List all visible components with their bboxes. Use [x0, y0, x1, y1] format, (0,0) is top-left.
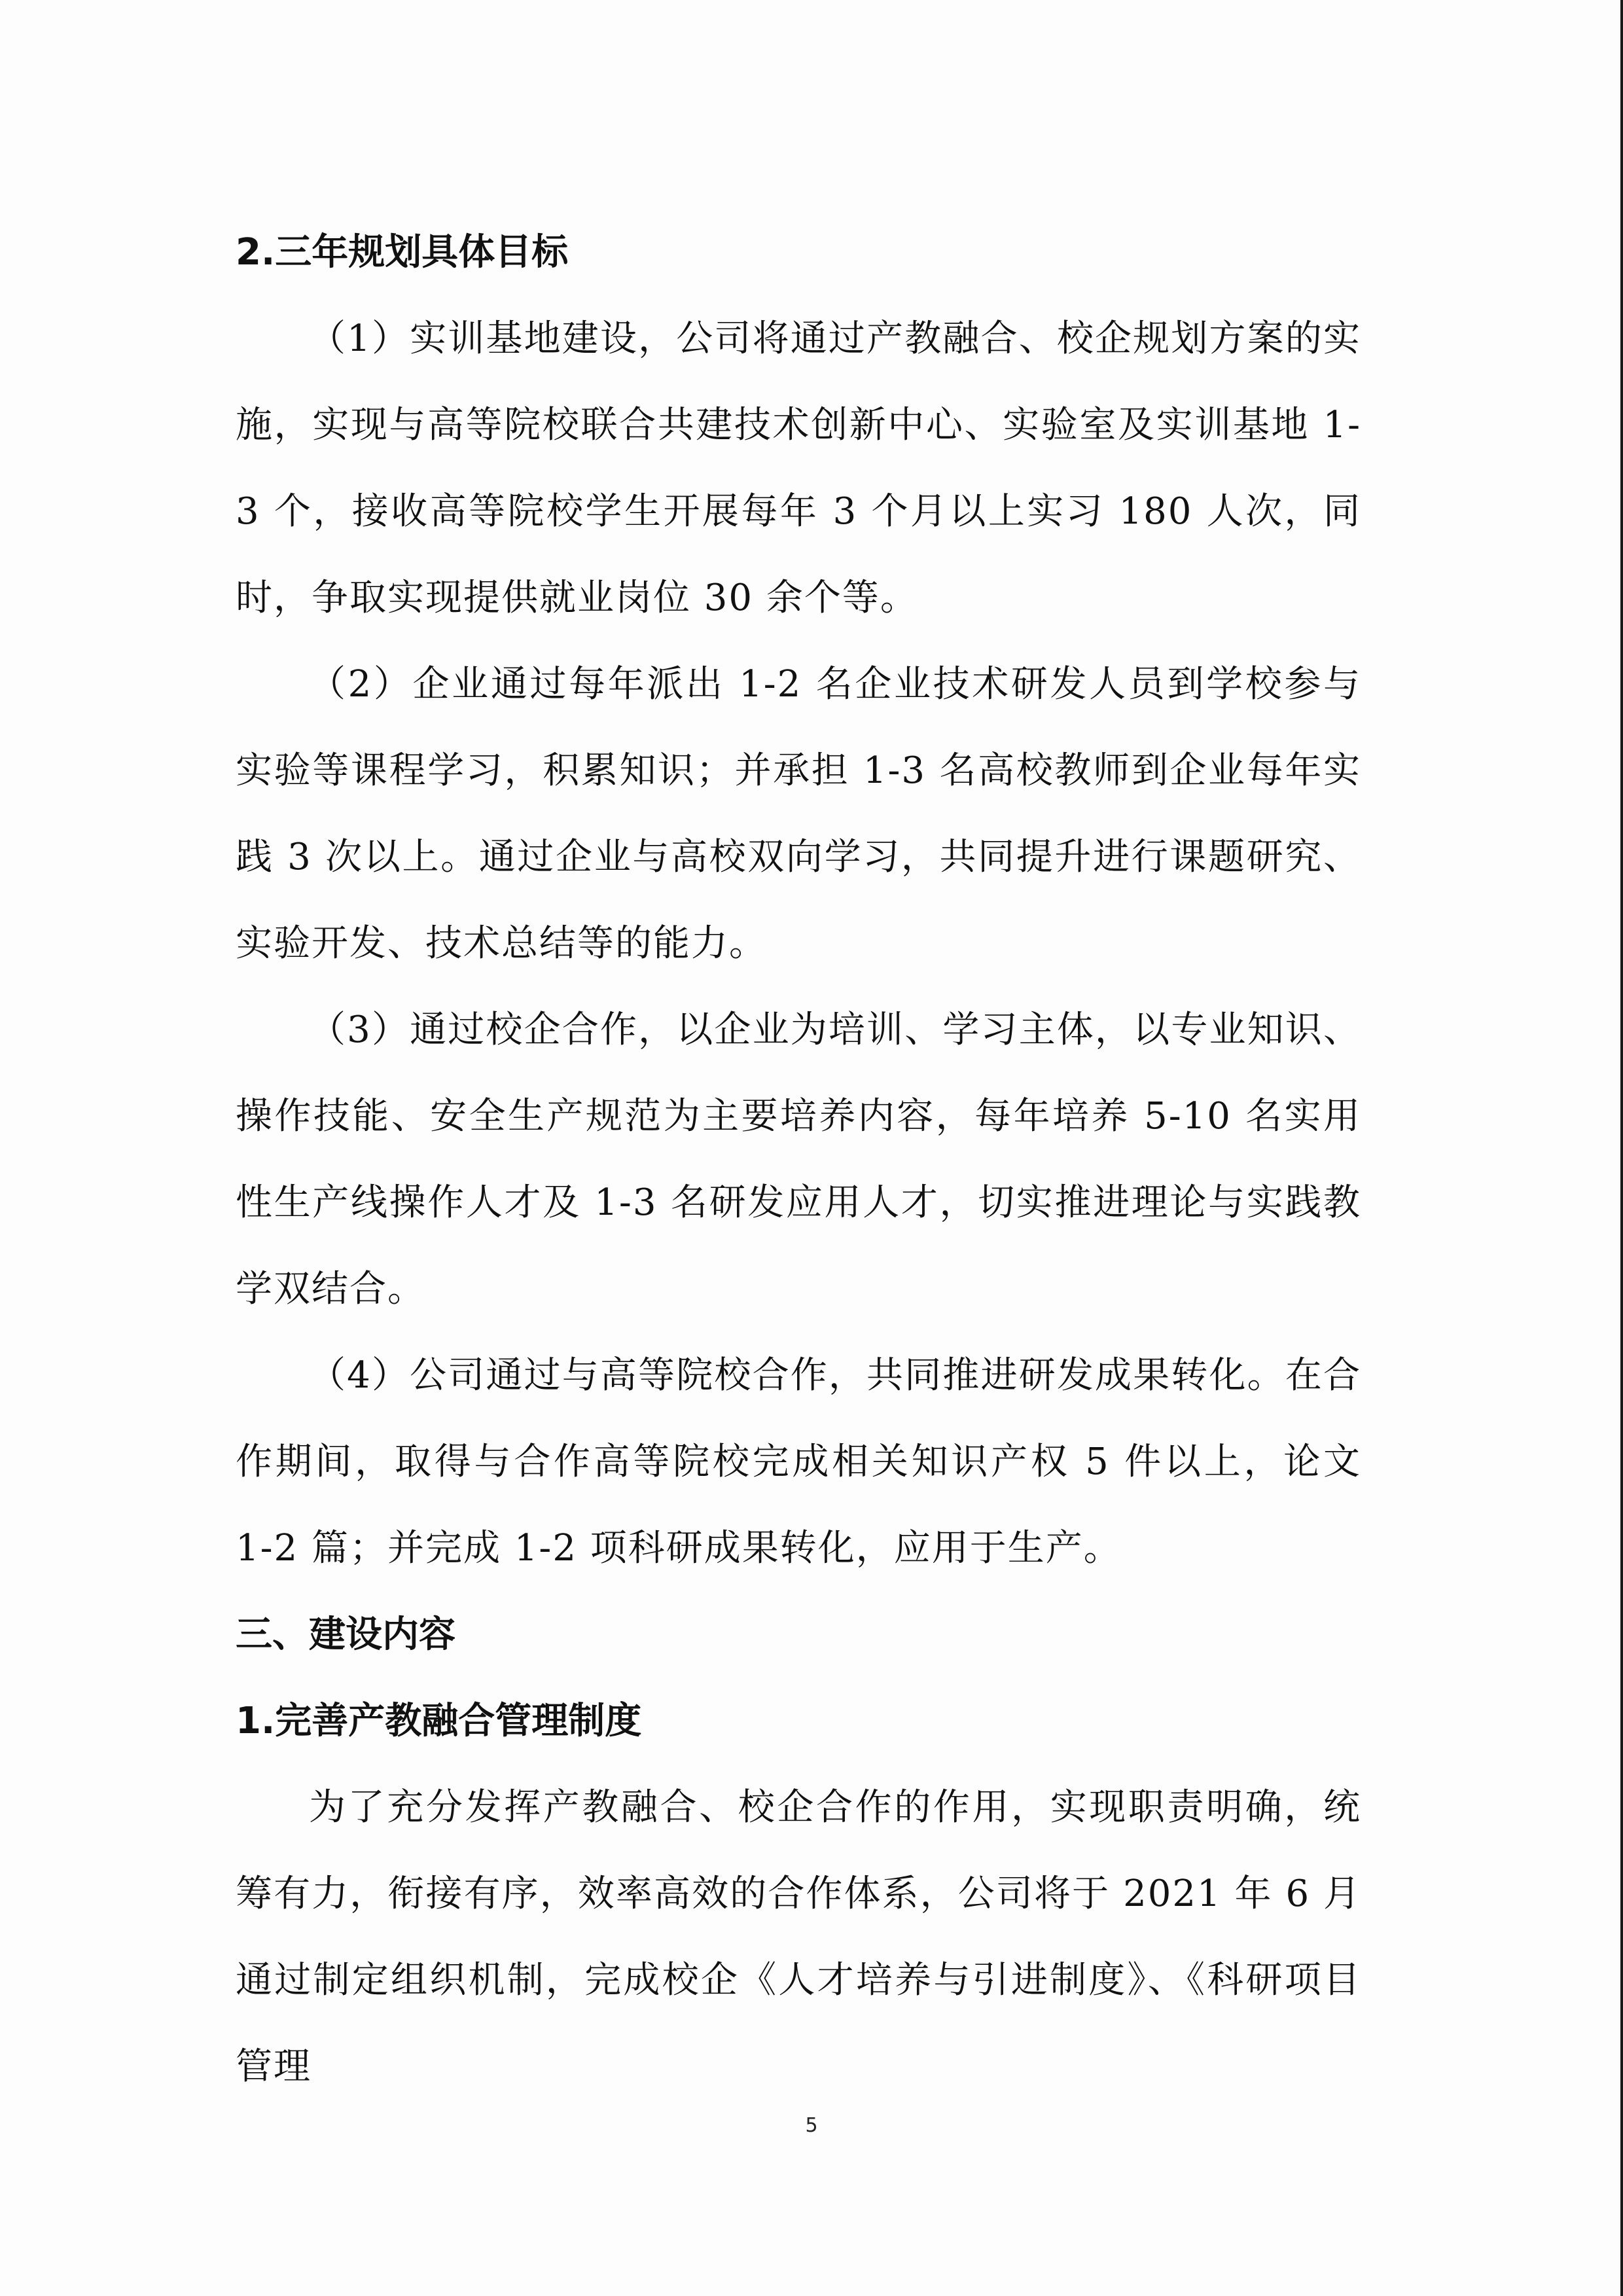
heading-section-construction: 三、建设内容: [236, 1613, 455, 1656]
goal-paragraph-4: （4）公司通过与高等院校合作，共同推进研发成果转化。在合作期间，取得与合作高等院校完成相关知识产权 5 件以上，论文 1-2 篇；并完成 1-2 项科研成果转化，应用于生产。: [236, 1354, 1361, 1570]
goal-paragraph-3: （3）通过校企合作，以企业为培训、学习主体，以专业知识、操作技能、安全生产规范为主要培养内容，每年培养 5-10 名实用性生产线操作人才及 1-3 名研发应用人才，切实推进理论与实践教学双结合。: [236, 1009, 1361, 1310]
goal-paragraph-1: （1）实训基地建设，公司将通过产教融合、校企规划方案的实施，实现与高等院校联合共建技术创新中心、实验室及实训基地 1-3 个，接收高等院校学生开展每年 3 个月以上实习 180 人次，同时，争取实现提供就业岗位 30 余个等。: [236, 317, 1361, 619]
heading-three-year-goals: 2.三年规划具体目标: [236, 231, 569, 274]
page-number: 5: [805, 2114, 818, 2137]
management-system-paragraph: 为了充分发挥产教融合、校企合作的作用，实现职责明确，统筹有力，衔接有序，效率高效的合作体系，公司将于 2021 年 6 月通过制定组织机制，完成校企《人才培养与引进制度》、《科研项目管理: [236, 1786, 1361, 2088]
goal-paragraph-2: （2）企业通过每年派出 1-2 名企业技术研发人员到学校参与实验等课程学习，积累知识；并承担 1-3 名高校教师到企业每年实践 3 次以上。通过企业与高校双向学习，共同提升进行课题研究、实验开发、技术总结等的能力。: [236, 663, 1361, 965]
page-content: [236, 209, 1361, 2110]
heading-management-system: 1.完善产教融合管理制度: [236, 1700, 642, 1742]
